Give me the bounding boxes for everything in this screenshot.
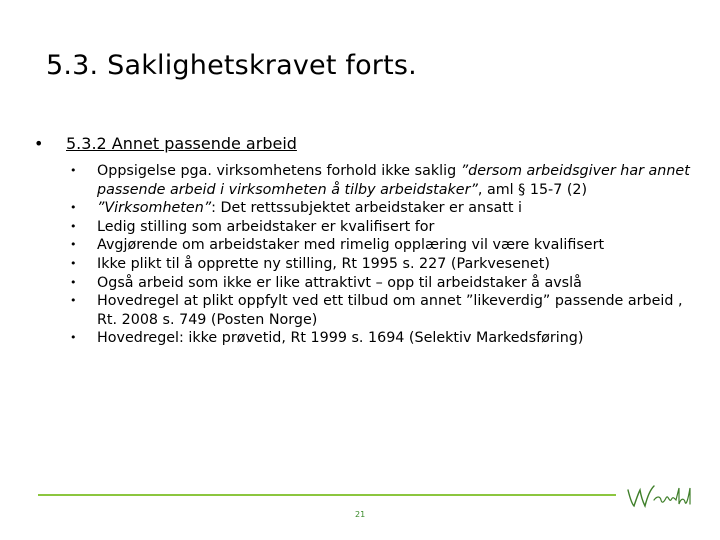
text-segment: Hovedregel: ikke prøvetid, Rt 1999 s. 1694 (Selektiv Markedsføring) xyxy=(97,330,584,347)
bullet-marker: • xyxy=(70,294,77,308)
italic-text: ”dersom arbeidsgiver har annet passende arbeid i virksomheten å tilby arbeidstaker” xyxy=(97,163,690,198)
list-item-text xyxy=(97,162,690,199)
list-item-text xyxy=(97,274,690,293)
text-segment: Avgjørende om arbeidstaker med rimelig opplæring vil være kvalifisert xyxy=(97,237,605,254)
text-segment: Ikke plikt til å opprette ny stilling, Rt 1995 s. 227 (Parkvesenet) xyxy=(97,255,550,272)
list-item xyxy=(70,199,690,218)
bullet-marker: • xyxy=(70,275,77,289)
bullet-marker: • xyxy=(70,219,77,233)
list-item-text xyxy=(97,236,690,255)
list-item xyxy=(70,236,690,255)
text-segment: Også arbeid som ikke er like attraktivt – opp til arbeidstaker å avslå xyxy=(97,274,582,291)
footer-divider xyxy=(38,494,616,496)
slide-title: 5.3. Saklighetskravet forts. xyxy=(46,50,417,81)
section-heading: 5.3.2 Annet passende arbeid xyxy=(66,134,297,153)
wiersholm-logo xyxy=(624,480,696,514)
list-item xyxy=(70,255,690,274)
list-item xyxy=(70,274,690,293)
list-item-text xyxy=(97,329,690,348)
list-item xyxy=(70,292,690,329)
text-segment: Hovedregel at plikt oppfylt ved ett tilbud om annet ”likeverdig” passende arbeid , Rt. 2008 s. 749 (Posten Norge) xyxy=(97,293,683,328)
bullet-marker: • xyxy=(34,134,44,153)
bullet-marker: • xyxy=(70,238,77,252)
list-item-text xyxy=(97,218,690,237)
list-item xyxy=(70,162,690,199)
list-item-text xyxy=(97,255,690,274)
list-item-text xyxy=(97,292,690,329)
bullet-marker: • xyxy=(70,331,77,345)
bullet-marker: • xyxy=(70,201,77,215)
text-segment: : Det rettssubjektet arbeidstaker er ansatt i xyxy=(211,200,523,217)
text-segment: Ledig stilling som arbeidstaker er kvalifisert for xyxy=(97,218,435,235)
page-number: 21 xyxy=(355,510,366,519)
section-bullet xyxy=(34,134,297,153)
sub-bullet-list xyxy=(70,162,690,348)
bullet-marker: • xyxy=(70,164,77,177)
list-item-text xyxy=(97,199,690,218)
list-item xyxy=(70,329,690,348)
bullet-marker: • xyxy=(70,256,77,270)
text-segment: Oppsigelse pga. virksomhetens forhold ikke saklig xyxy=(97,163,461,179)
italic-text: ”Virksomheten” xyxy=(97,200,212,217)
text-segment: , aml § 15-7 (2) xyxy=(477,181,588,198)
list-item xyxy=(70,218,690,237)
